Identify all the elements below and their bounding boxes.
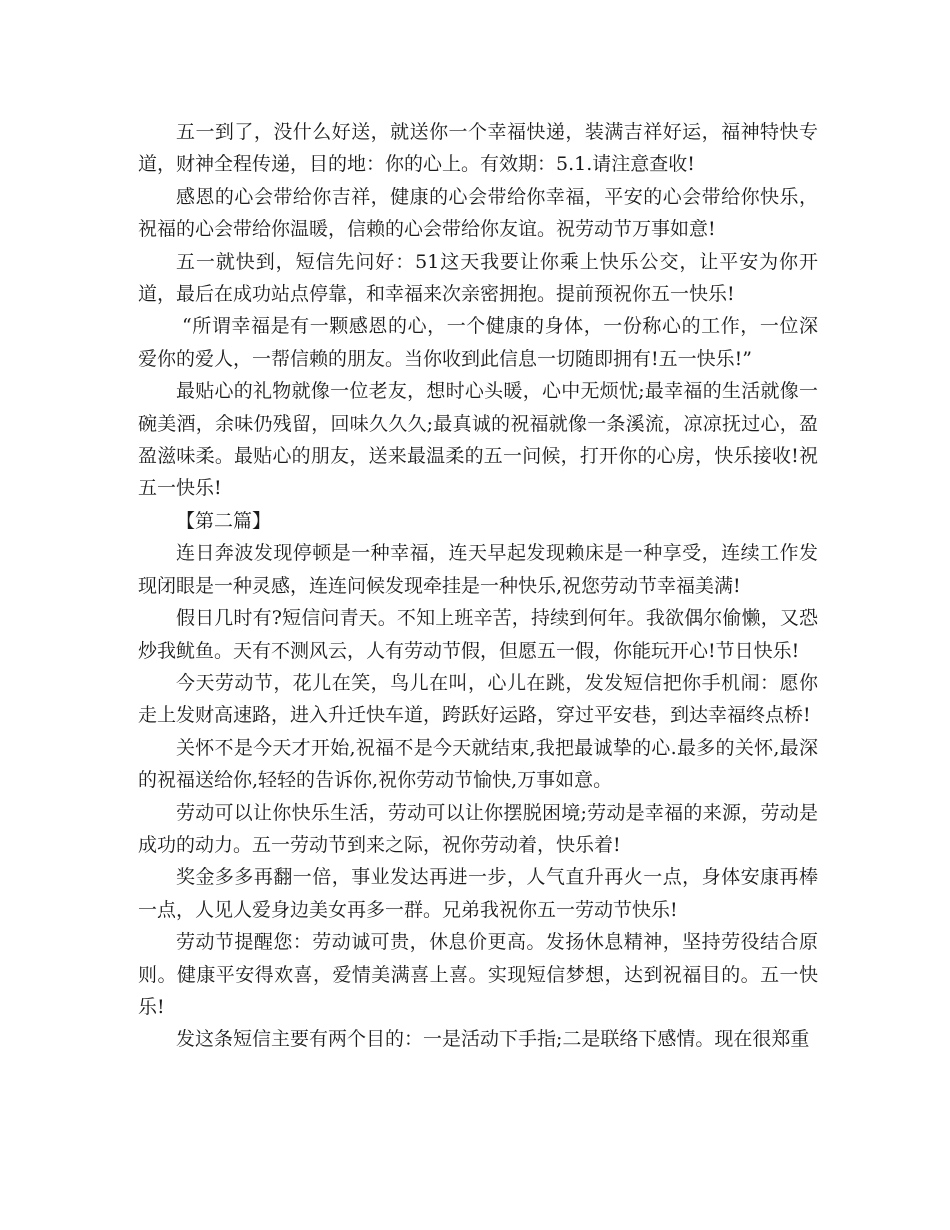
paragraph: 连日奔波发现停顿是一种幸福，连天早起发现赖床是一种享受，连续工作发现闭眼是一种灵感，连连问候发现牵挂是一种快乐,祝您劳动节幸福美满! bbox=[138, 542, 818, 597]
paragraph: 关怀不是今天才开始,祝福不是今天就结束,我把最诚挚的心.最多的关怀,最深的祝福送给你,轻轻的告诉你,祝你劳动节愉快,万事如意。 bbox=[138, 736, 818, 792]
section-heading: 【第二篇】 bbox=[176, 509, 272, 532]
paragraph: 劳动可以让你快乐生活，劳动可以让你摆脱困境;劳动是幸福的来源，劳动是成功的动力。五一劳动节到来之际，祝你劳动着，快乐着! bbox=[138, 801, 818, 856]
document-body bbox=[138, 116, 818, 1056]
paragraph: 假日几时有?短信问青天。不知上班辛苦，持续到何年。我欲偶尔偷懒，又恐炒我鱿鱼。天有不测风云，人有劳动节假，但愿五一假，你能玩开心!节日快乐! bbox=[138, 607, 818, 662]
paragraph: 今天劳动节，花儿在笑，鸟儿在叫，心儿在跳，发发短信把你手机闹：愿你走上发财高速路，进入升迁快车道，跨跃好运路，穿过平安巷，到达幸福终点桥! bbox=[138, 671, 818, 727]
quote-paragraph: “所谓幸福是有一颗感恩的心，一个健康的身体，一份称心的工作，一位深爱你的爱人，一帮信赖的朋友。当你收到此信息一切随即拥有!五一快乐!” bbox=[138, 315, 818, 370]
paragraph: 感恩的心会带给你吉祥，健康的心会带给你幸福，平安的心会带给你快乐，祝福的心会带给你温暖，信赖的心会带给你友谊。祝劳动节万事如意! bbox=[138, 185, 818, 241]
paragraph: 五一就快到，短信先问好：51这天我要让你乘上快乐公交，让平安为你开道，最后在成功站点停靠，和幸福来次亲密拥抱。提前预祝你五一快乐! bbox=[138, 250, 818, 306]
paragraph: 最贴心的礼物就像一位老友，想时心头暖，心中无烦忧;最幸福的生活就像一碗美酒，余味仍残留，回味久久久;最真诚的祝福就像一条溪流，凉凉抚过心，盈盈滋味柔。最贴心的朋友，送来最温柔的五一问候，打开你的心房，快乐接收!祝五一快乐! bbox=[138, 380, 818, 500]
paragraph: 劳动节提醒您：劳动诚可贵，休息价更高。发扬休息精神，坚持劳役结合原则。健康平安得欢喜，爱情美满喜上喜。实现短信梦想，达到祝福目的。五一快乐! bbox=[138, 931, 818, 1018]
paragraph: 发这条短信主要有两个目的：一是活动下手指;二是联络下感情。现在很郑重 bbox=[176, 1028, 810, 1051]
paragraph: 五一到了，没什么好送，就送你一个幸福快递，装满吉祥好运，福神特快专道，财神全程传递，目的地：你的心上。有效期：5.1.请注意查收! bbox=[138, 121, 818, 176]
paragraph: 奖金多多再翻一倍，事业发达再进一步，人气直升再火一点，身体安康再棒一点，人见人爱身边美女再多一群。兄弟我祝你五一劳动节快乐! bbox=[138, 866, 818, 921]
